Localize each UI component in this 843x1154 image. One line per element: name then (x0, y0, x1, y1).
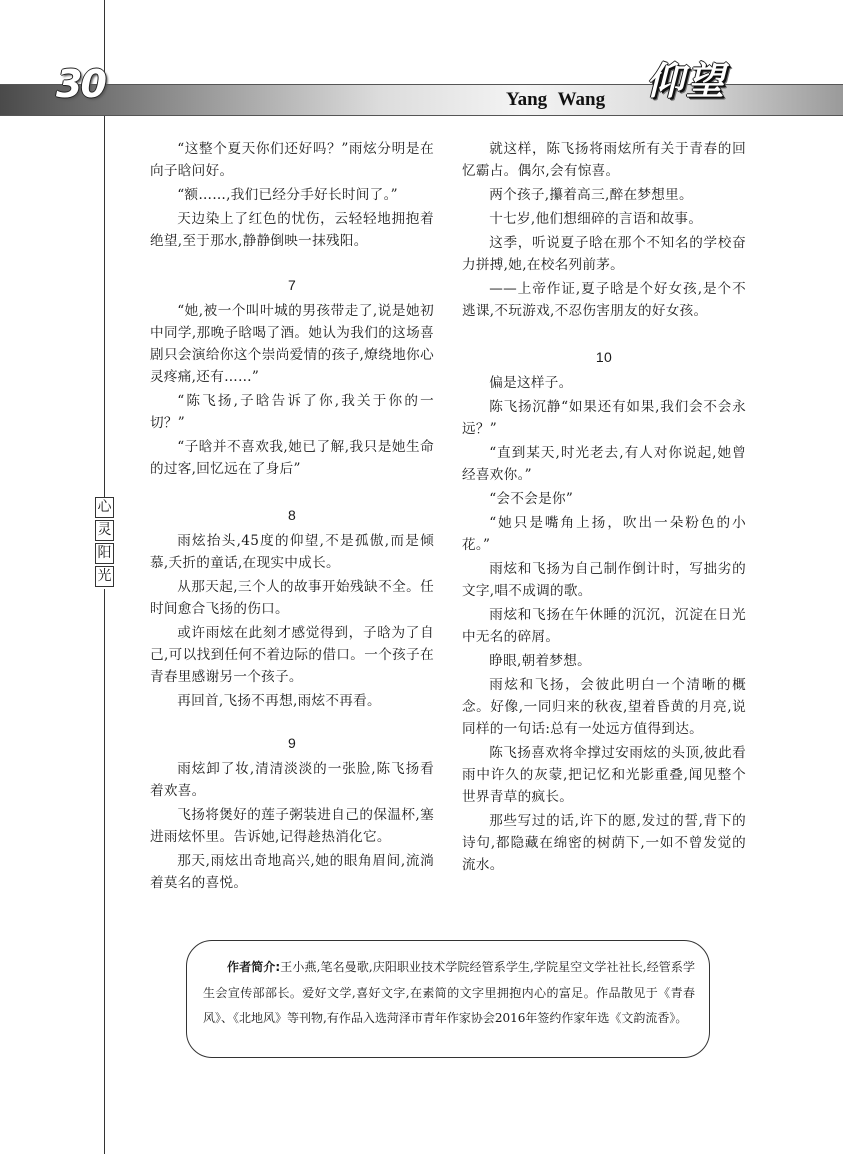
page-number: 30 (56, 62, 105, 106)
section-number: 8 (287, 507, 297, 523)
side-label-char: 心 (95, 497, 114, 518)
paragraph: 天边染上了红色的忧伤，云轻轻地拥抱着绝望,至于那水,静静倒映一抹残阳。 (150, 211, 434, 249)
paragraph: 就这样，陈飞扬将雨炫所有关于青春的回忆霸占。偶尔,会有惊喜。 (462, 141, 746, 179)
paragraph: “会不会是你” (489, 491, 574, 507)
author-bio-box (186, 940, 710, 1058)
side-label-char: 阳 (95, 543, 114, 564)
paragraph: 雨炫和飞扬在午休睡的沉沉，沉淀在日光中无名的碎屑。 (462, 607, 746, 645)
paragraph: 雨炫抬头,45度的仰望,不是孤傲,而是倾慕,夭折的童话,在现实中成长。 (150, 533, 434, 571)
paragraph: 那天,雨炫出奇地高兴,她的眼角眉间,流淌着莫名的喜悦。 (150, 853, 434, 891)
right-column (462, 138, 746, 878)
paragraph: 偏是这样子。 (489, 375, 573, 391)
paragraph: 雨炫和飞扬，会彼此明白一个清晰的概念。好像,一同归来的秋夜,望着昏黄的月亮,说同样的一句话:总有一处远方值得到达。 (462, 677, 746, 737)
paragraph: “她只是嘴角上扬，吹出一朵粉色的小花。” (462, 515, 746, 553)
paragraph: 那些写过的话,许下的愿,发过的誓,背下的诗句,都隐藏在绵密的树荫下,一如不曾发觉的流水。 (462, 813, 746, 873)
paragraph: “陈飞扬,子晗告诉了你,我关于你的一切？” (150, 393, 434, 431)
paragraph: “她,被一个叫叶城的男孩带走了,说是她初中同学,那晚子晗喝了酒。她认为我们的这场喜剧只会演给你这个崇尚爱情的孩子,燎绕地你心灵疼痛,还有……” (150, 303, 434, 385)
paragraph: 雨炫卸了妆,清清淡淡的一张脸,陈飞扬看着欢喜。 (150, 761, 434, 799)
paragraph: “额……,我们已经分手好长时间了。” (177, 187, 398, 203)
paragraph: 十七岁,他们想细碎的言语和故事。 (489, 211, 703, 227)
section-number: 9 (287, 735, 297, 751)
paragraph: 从那天起,三个人的故事开始残缺不全。任时间愈合飞扬的伤口。 (150, 579, 434, 617)
paragraph: ——上帝作证,夏子晗是个好女孩,是个不逃课,不玩游戏,不忍伤害朋友的好女孩。 (462, 281, 746, 319)
paragraph: 飞扬将煲好的莲子粥装进自己的保温杯,塞进雨炫怀里。告诉她,记得趁热消化它。 (150, 807, 434, 845)
paragraph: 睁眼,朝着梦想。 (489, 653, 592, 669)
paragraph: “直到某天,时光老去,有人对你说起,她曾经喜欢你。” (462, 445, 746, 483)
paragraph: 雨炫和飞扬为自己制作倒计时，写拙劣的文字,唱不成调的歌。 (462, 561, 746, 599)
column-logo: 仰望 (646, 59, 727, 103)
section-number: 10 (595, 349, 613, 365)
paragraph: 或许雨炫在此刻才感觉得到，子晗为了自己,可以找到任何不着边际的借口。一个孩子在青春里感谢另一个孩子。 (150, 625, 434, 685)
author-bio-label: 作者简介: (227, 960, 281, 974)
side-label-char: 灵 (95, 520, 114, 541)
side-label-char: 光 (95, 566, 114, 587)
left-column (150, 138, 434, 896)
paragraph: 两个孩子,攥着高三,醉在梦想里。 (489, 187, 693, 203)
side-label (95, 497, 114, 589)
column-pinyin: Yang Wang (506, 89, 606, 110)
section-number: 7 (287, 277, 297, 293)
author-bio-text: 王小燕,笔名曼歌,庆阳职业技术学院经管系学生,学院星空文学社社长,经管系学生会宣传部部长。爱好文学,喜好文字,在素简的文字里拥抱内心的富足。作品散见于《青春风》、《北地风》等刊物,有作品入选菏泽市青年作家协会2016年签约作家年选《文韵流香》。 (203, 960, 695, 1025)
paragraph: 陈飞扬喜欢将伞撑过安雨炫的头顶,彼此看雨中许久的灰蒙,把记忆和光影重叠,闻见整个世界青草的疯长。 (462, 745, 746, 805)
paragraph: “子晗并不喜欢我,她已了解,我只是她生命的过客,回忆远在了身后” (150, 439, 434, 477)
paragraph: 陈飞扬沉静“如果还有如果,我们会不会永远？” (462, 399, 746, 437)
paragraph: “这整个夏天你们还好吗？”雨炫分明是在向子晗问好。 (150, 141, 434, 179)
paragraph: 这季，听说夏子晗在那个不知名的学校奋力拼搏,她,在校名列前茅。 (462, 235, 746, 273)
paragraph: 再回首,飞扬不再想,雨炫不再看。 (177, 693, 381, 709)
